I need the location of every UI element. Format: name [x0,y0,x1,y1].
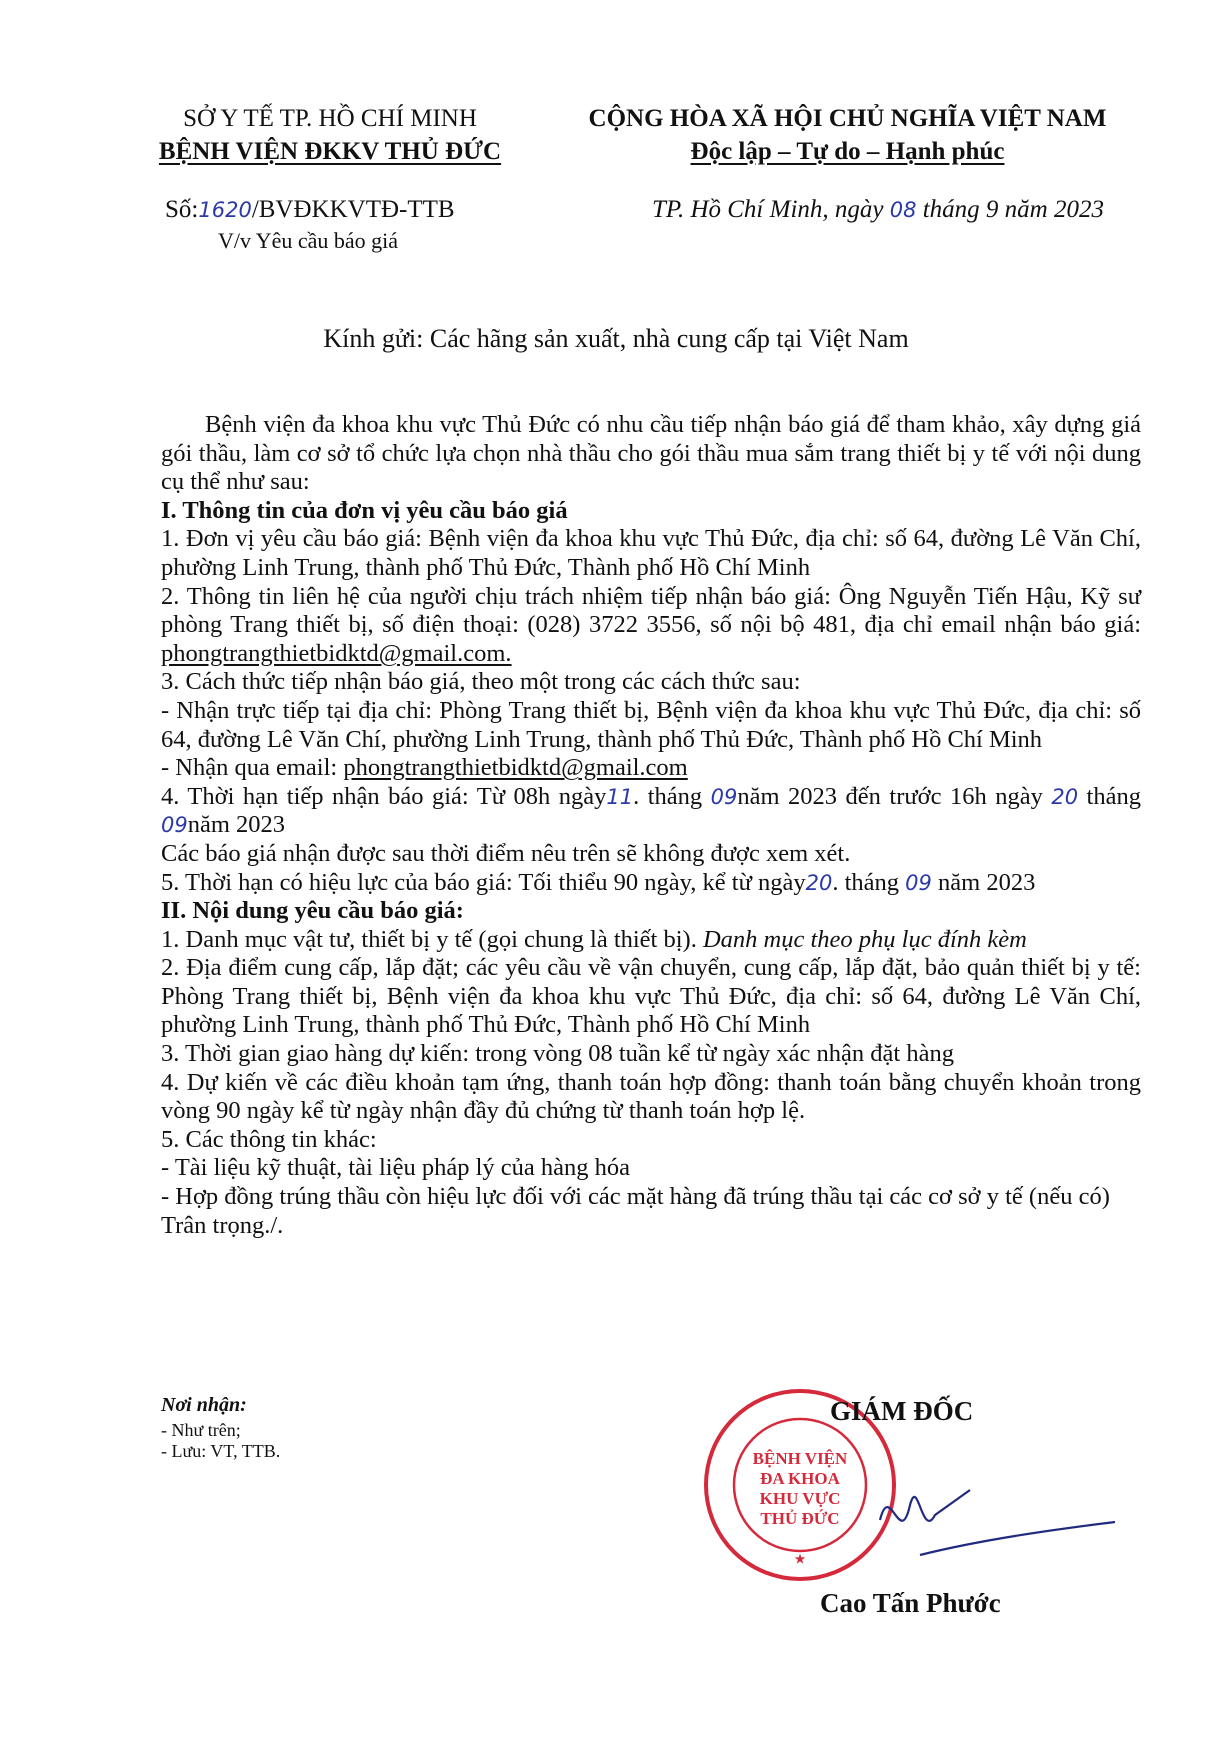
signature-title: GIÁM ĐỐC [830,1396,974,1426]
motto: Độc lập – Tự do – Hạnh phúc [690,138,1005,165]
section-2-item-3: 3. Thời gian giao hàng dự kiến: trong vòng 08 tuần kể từ ngày xác nhận đặt hàng [161,1040,954,1068]
section-1-title: I. Thông tin của đơn vị yêu cầu báo giá [161,496,568,524]
section-1-note: Các báo giá nhận được sau thời điểm nêu trên sẽ không được xem xét. [161,839,851,867]
email-link-2[interactable]: phongtrangthietbidktd@gmail.com [343,754,688,782]
agency-name: SỞ Y TẾ TP. HỒ CHÍ MINH [183,105,477,132]
section-2-item-4: 4. Dự kiến về các điều khoản tạm ứng, thanh toán hợp đồng: thanh toán bằng chuyển khoản trong vòng 90 ngày kể từ ngày nhận đầy đủ chứng từ thanh toán hợp lệ. [161,1068,1141,1125]
document-date: TP. Hồ Chí Minh, ngày 08 tháng 9 năm 2023 [652,196,1104,223]
section-1-item-1: 1. Đơn vị yêu cầu báo giá: Bệnh viện đa khoa khu vực Thủ Đức, địa chỉ: số 64, đường Lê Văn Chí, phường Linh Trung, thành phố Thủ Đức, Thành phố Hồ Chí Minh [161,525,1141,581]
seal-line-4: THỦ ĐỨC [760,1509,840,1528]
national-title [545,102,1150,168]
handwritten-number: 1620 [198,198,252,222]
intro-paragraph: Bệnh viện đa khoa khu vực Thủ Đức có nhu cầu tiếp nhận báo giá để tham khảo, xây dựng giá gói thầu, làm cơ sở tổ chức lựa chọn nhà thầu cho gói thầu mua sắm trang thiết bị y tế với nội dung cụ thể như sau: [161,411,1141,496]
handwritten-value: 09 [710,784,738,809]
closing: Trân trọng./. [161,1211,284,1239]
letter-body [161,411,1141,1240]
recipient-line: - Như trên; [161,1420,241,1440]
svg-text:★: ★ [794,1552,806,1566]
hospital-name: BỆNH VIỆN ĐKKV THỦ ĐỨC [158,138,502,165]
handwritten-value: 11 [606,784,634,809]
handwritten-value: 09 [161,813,188,838]
section-2-item-5: 5. Các thông tin khác: [161,1125,377,1153]
section-1-item-4: 4. Thời hạn tiếp nhận báo giá: Từ 08h ngày11. tháng 09năm 2023 đến trước 16h ngày 20 tháng 09năm 2023 [161,782,1141,839]
issuing-agency [120,102,540,168]
section-1-item-2: 2. Thông tin liên hệ của người chịu trách nhiệm tiếp nhận báo giá: Ông Nguyễn Tiến Hậu, Kỹ sư phòng Trang thiết bị, số điện thoại: (028) 3722 3556, số nội bộ 481, địa chỉ email nhận báo giá: phongtrangthietbidktd@gmail.com. [161,582,1141,667]
seal-line-3: KHU VỰC [759,1489,841,1508]
section-2-item-5a: - Tài liệu kỹ thuật, tài liệu pháp lý của hàng hóa [161,1154,630,1182]
section-2-title: II. Nội dung yêu cầu báo giá: [161,897,464,925]
handwritten-value: 09 [905,870,932,895]
email-link[interactable]: phongtrangthietbidktd@gmail.com. [161,639,512,667]
signer-name: Cao Tấn Phước [820,1588,1001,1618]
seal-line-1: BỆNH VIỆN [752,1449,848,1468]
section-2-item-1: 1. Danh mục vật tư, thiết bị y tế (gọi chung là thiết bị). Danh mục theo phụ lục đính kèm [161,925,1027,953]
salutation: Kính gửi: Các hãng sản xuất, nhà cung cấp tại Việt Nam [323,324,909,353]
handwritten-value: 20 [805,870,833,895]
section-2-item-5b: - Hợp đồng trúng thầu còn hiệu lực đối với các mặt hàng đã trúng thầu tại các cơ sở y tế (nếu có) [161,1183,1110,1211]
handwritten-day: 08 [889,198,917,222]
section-1-item-5: 5. Thời hạn có hiệu lực của báo giá: Tối thiểu 90 ngày, kể từ ngày20. tháng 09 năm 2023 [161,868,1036,896]
country-name: CỘNG HÒA XÃ HỘI CHỦ NGHĨA VIỆT NAM [588,105,1107,132]
section-2-item-2: 2. Địa điểm cung cấp, lắp đặt; các yêu cầu về vận chuyển, cung cấp, lắp đặt, bảo quản thiết bị y tế: Phòng Trang thiết bị, Bệnh viện đa khoa khu vực Thủ Đức, địa chỉ: số 64, đường Lê Văn Chí, phường Linh Trung, thành phố Thủ Đức, Thành phố Hồ Chí Minh [161,954,1141,1039]
handwritten-value: 20 [1051,784,1079,809]
recipients-title: Nơi nhận: [161,1394,247,1416]
seal-line-2: ĐA KHOA [760,1469,840,1488]
document-subject: V/v Yêu cầu báo giá [218,228,399,253]
section-1-item-3b: - Nhận qua email: phongtrangthietbidktd@gmail.com [161,754,688,782]
document-number: Số:1620/BVĐKKVTĐ-TTB [165,196,455,223]
recipients-block [161,1395,280,1462]
signature-scribble [860,1460,1120,1570]
section-1-item-3a: - Nhận trực tiếp tại địa chỉ: Phòng Trang thiết bị, Bệnh viện đa khoa khu vực Thủ Đức, địa chỉ: số 64, đường Lê Văn Chí, phường Linh Trung, thành phố Thủ Đức, Thành phố Hồ Chí Minh [161,696,1141,753]
recipient-line: - Lưu: VT, TTB. [161,1441,281,1461]
section-1-item-3: 3. Cách thức tiếp nhận báo giá, theo một trong các cách thức sau: [161,668,801,696]
